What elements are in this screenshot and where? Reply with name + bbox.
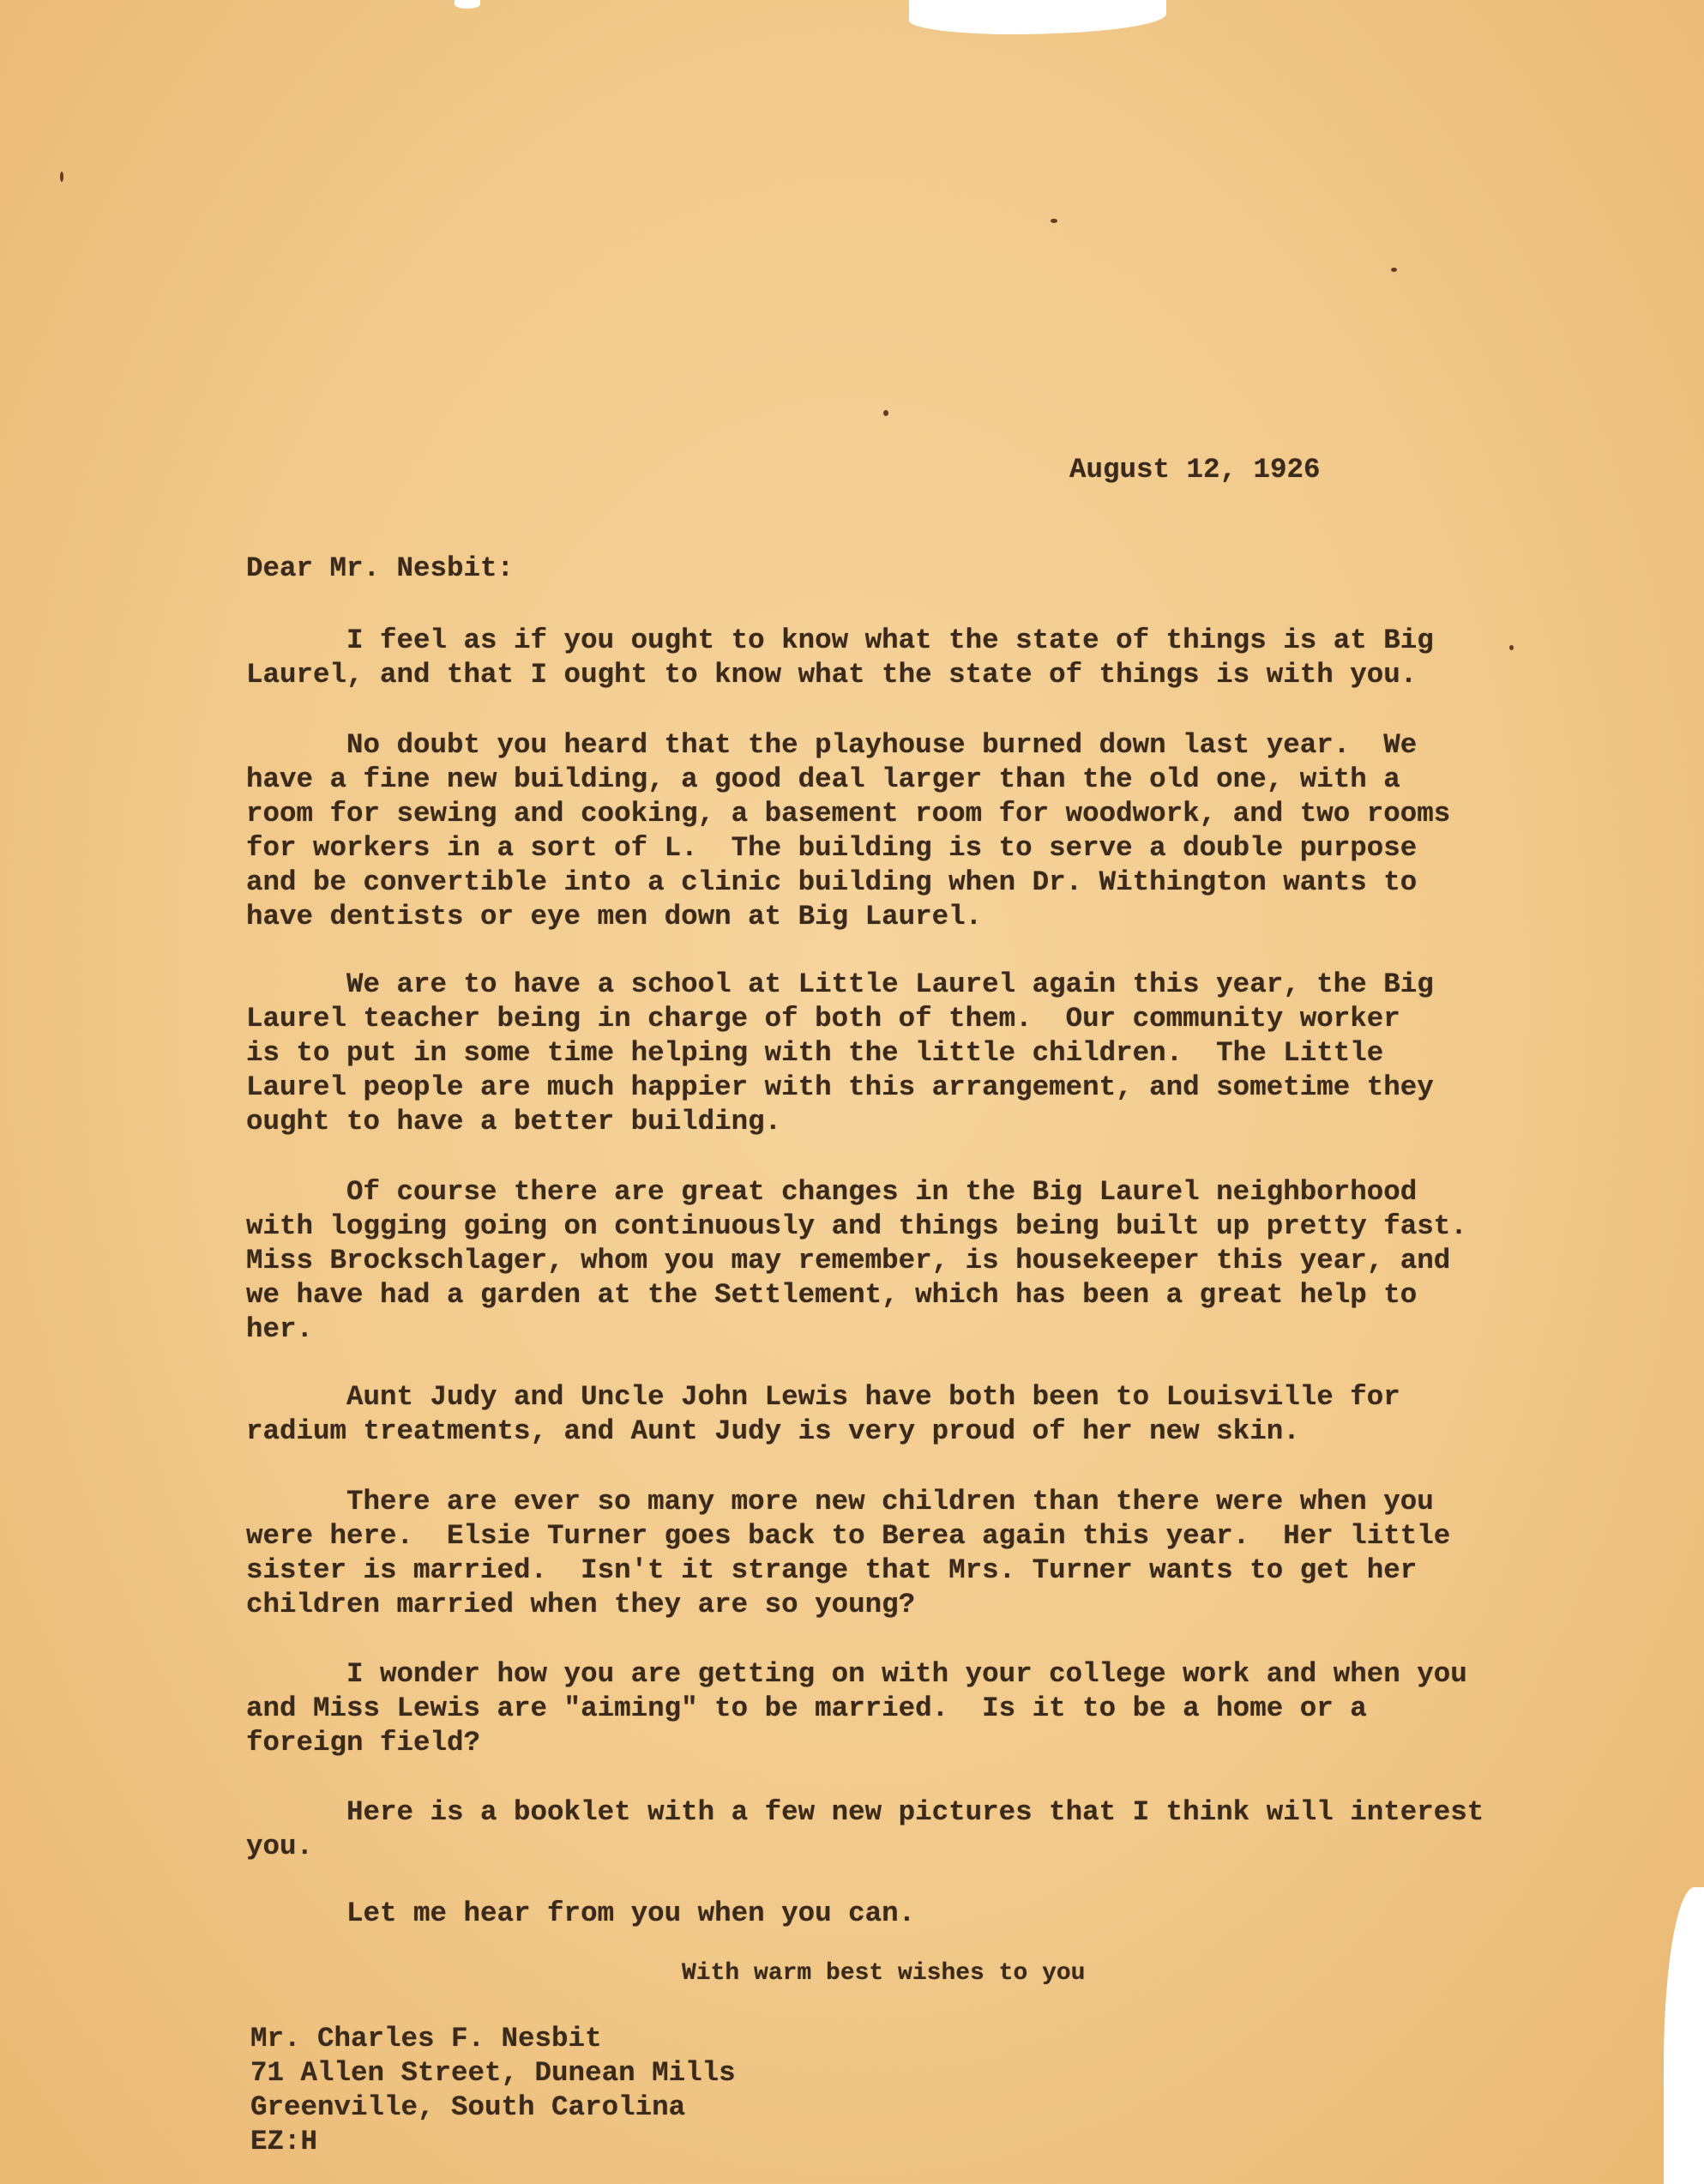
- text-line: her.: [246, 1313, 314, 1345]
- text-line: with logging going on continuously and things being built up pretty fast.: [246, 1210, 1467, 1242]
- text-line: I feel as if you ought to know what the state of things is at Big: [246, 624, 1434, 656]
- address-line: Mr. Charles F. Nesbit: [250, 2023, 602, 2054]
- text-line: ought to have a better building.: [246, 1106, 782, 1137]
- text-line: Of course there are great changes in the Big Laurel neighborhood: [246, 1176, 1418, 1208]
- text-line: we have had a garden at the Settlement, which has been a great help to: [246, 1279, 1418, 1311]
- address-line: Greenville, South Carolina: [250, 2091, 686, 2123]
- text-line: sister is married. Isn't it strange that Mrs. Turner wants to get her: [246, 1554, 1418, 1586]
- closing-line: With warm best wishes to you: [682, 1960, 1086, 1987]
- text-line: room for sewing and cooking, a basement room for woodwork, and two rooms: [246, 798, 1451, 830]
- text-line: and be convertible into a clinic building when Dr. Withington wants to: [246, 866, 1418, 898]
- paragraph-5: [246, 1380, 1400, 1449]
- paragraph-8: [246, 1795, 1484, 1864]
- text-line: No doubt you heard that the playhouse burned down last year. We: [246, 729, 1418, 761]
- paragraph-1: [246, 624, 1434, 692]
- typist-initials: EZ:H: [250, 2126, 318, 2157]
- paper-speck: [60, 172, 63, 182]
- paragraph-9: [246, 1897, 915, 1931]
- torn-edge-right: [1664, 1887, 1704, 2184]
- text-line: children married when they are so young?: [246, 1589, 916, 1620]
- paper-speck: [1051, 219, 1057, 223]
- paper-speck: [1509, 645, 1514, 650]
- text-line: is to put in some time helping with the little children. The Little: [246, 1037, 1384, 1069]
- letter-date: August 12, 1926: [1069, 454, 1321, 486]
- text-line: Miss Brockschlager, whom you may remember, is housekeeper this year, and: [246, 1245, 1451, 1276]
- text-line: Aunt Judy and Uncle John Lewis have both been to Louisville for: [246, 1381, 1400, 1413]
- text-line: There are ever so many more new children than there were when you: [246, 1486, 1434, 1517]
- text-line: Here is a booklet with a few new pictures that I think will interest: [246, 1796, 1484, 1828]
- text-line: Laurel teacher being in charge of both of them. Our community worker: [246, 1003, 1400, 1035]
- paragraph-3: [246, 968, 1434, 1139]
- text-line: you.: [246, 1831, 314, 1862]
- text-line: have dentists or eye men down at Big Laurel.: [246, 901, 983, 932]
- text-line: I wonder how you are getting on with your college work and when you: [246, 1658, 1467, 1690]
- paragraph-2: [246, 728, 1450, 934]
- paragraph-4: [246, 1175, 1467, 1347]
- paper-speck: [1391, 268, 1397, 272]
- text-line: have a fine new building, a good deal larger than the old one, with a: [246, 763, 1400, 795]
- text-line: and Miss Lewis are "aiming" to be married. Is it to be a home or a: [246, 1692, 1367, 1724]
- text-line: Laurel, and that I ought to know what the state of things is with you.: [246, 659, 1418, 691]
- salutation: Dear Mr. Nesbit:: [246, 552, 515, 584]
- paper-speck: [883, 410, 888, 416]
- text-line: We are to have a school at Little Laurel again this year, the Big: [246, 968, 1434, 1000]
- torn-edge-top-small: [455, 0, 480, 9]
- torn-edge-top: [909, 0, 1166, 34]
- text-line: were here. Elsie Turner goes back to Berea again this year. Her little: [246, 1520, 1451, 1552]
- paragraph-6: [246, 1485, 1450, 1622]
- text-line: foreign field?: [246, 1727, 481, 1759]
- paragraph-7: [246, 1657, 1467, 1760]
- text-line: radium treatments, and Aunt Judy is very proud of her new skin.: [246, 1415, 1300, 1447]
- address-line: 71 Allen Street, Dunean Mills: [250, 2057, 736, 2089]
- recipient-address: [250, 2022, 736, 2159]
- text-line: for workers in a sort of L. The building is to serve a double purpose: [246, 832, 1418, 864]
- text-line: Let me hear from you when you can.: [246, 1897, 916, 1929]
- text-line: Laurel people are much happier with this arrangement, and sometime they: [246, 1071, 1434, 1103]
